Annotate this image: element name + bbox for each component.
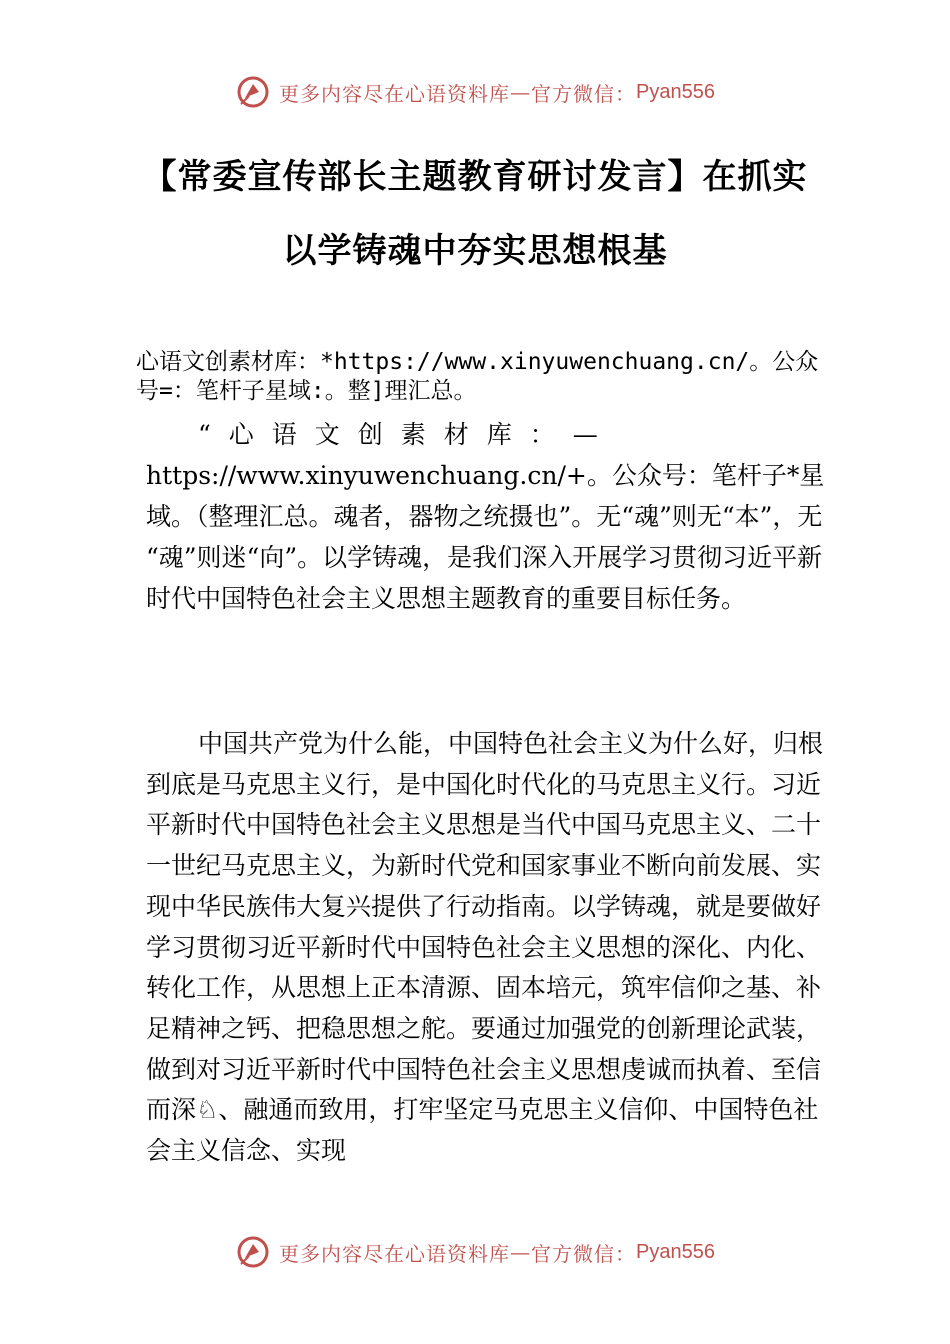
paragraph-2: 中国共产党为什么能，中国特色社会主义为什么好，归根到底是马克思主义行，是中国化时代化的马克思主义行。习近平新时代中国特色社会主义思想是当代中国马克思主义、二十一世纪马克思主义，为新时代党和国家事业不断向前发展、实现中华民族伟大复兴提供了行动指南。以学铸魂，就是要做好学习贯彻习近平新时代中国特色社会主义思想的深化、内化、转化工作，从思想上正本清源、固本培元，筑牢信仰之基、补足精神之钙、把稳思想之舵。要通过加强党的创新理论武装，做到对习近平新时代中国特色社会主义思想虔诚而执着、至信而深♘、融通而致用，打牢坚定马克思主义信仰、中国特色社会主义信念、实现	[146, 729, 824, 1166]
paragraph-1	[146, 414, 836, 619]
banner-separator: —	[510, 80, 532, 104]
brand-logo-icon	[235, 74, 271, 110]
banner-text: 更多内容尽在心语资料库	[279, 81, 511, 106]
header-banner	[0, 72, 950, 112]
banner-text: 更多内容尽在心语资料库	[279, 1241, 511, 1266]
banner-wechat-label: 官方微信：	[531, 81, 637, 106]
paragraph-1-lead: “心语文创素材库：—	[198, 420, 616, 449]
brand-logo-icon	[235, 1234, 271, 1270]
paragraph-1-rest: https://www.xinyuwenchuang.cn/+。公众号：笔杆子*星域。（整理汇总。魂者，器物之统摄也”。无“魂”则无“本”，无 “魂”则迷“向”。以学铸魂，是我们深入开展学习贯彻习近平新时代中国特色社会主义思想主题教育的重要目标任务。	[146, 461, 825, 613]
banner-separator: —	[510, 1240, 532, 1264]
banner-wechat-id: Pyan556	[636, 80, 715, 103]
banner-wechat-label: 官方微信：	[531, 1241, 637, 1266]
footer-banner	[0, 1232, 950, 1272]
source-line: 心语文创素材库：*https://www.xinyuwenchuang.cn/。公众号=：笔杆子星域:。整]理汇总。	[136, 349, 819, 404]
page-title-line2: 以学铸魂中夯实思想根基	[282, 231, 668, 271]
banner-wechat-id: Pyan556	[636, 1240, 715, 1263]
page-title-line1: 【常委宣传部长主题教育研讨发言】在抓实	[142, 157, 808, 197]
